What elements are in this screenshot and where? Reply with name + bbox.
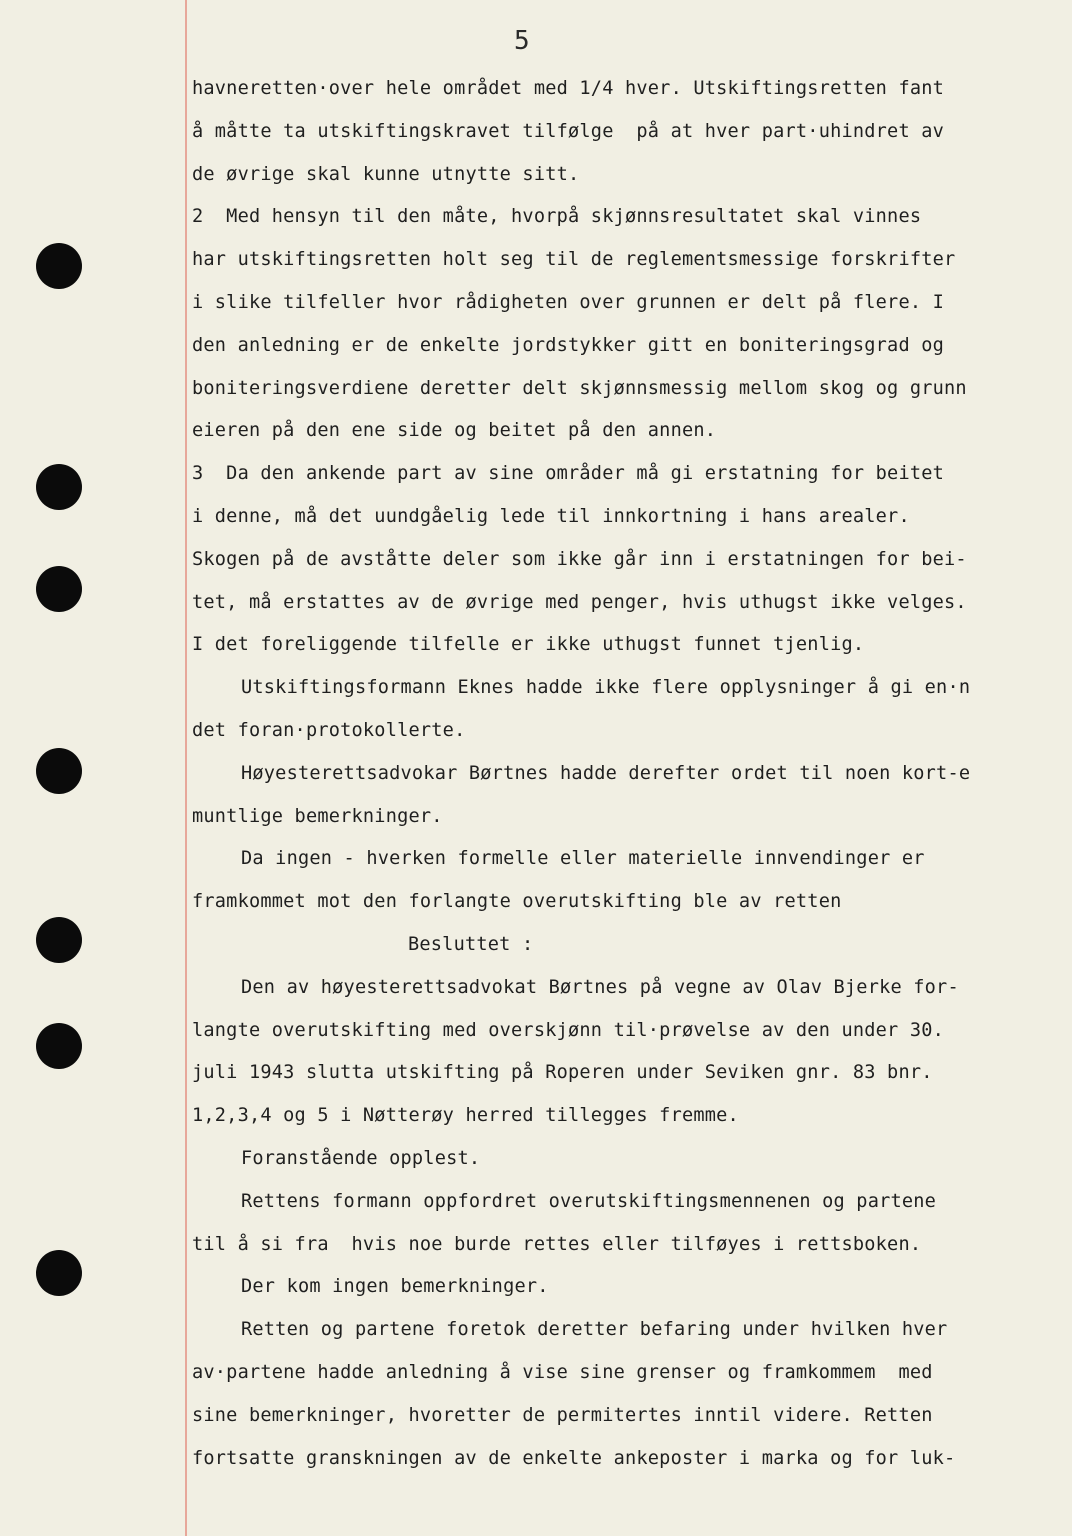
text-line: framkommet mot den forlangte overutskifting ble av retten — [192, 891, 842, 913]
text-line: å måtte ta utskiftingskravet tilfølge på at hver part·uhindret av — [192, 120, 945, 142]
text-line: Retten og partene foretok deretter befaring under hvilken hver — [241, 1319, 948, 1341]
text-line: i slike tilfeller hvor rådigheten over grunnen er delt på flere. I — [192, 291, 945, 313]
text-line: 2 Med hensyn til den måte, hvorpå skjønnsresultatet skal vinnes — [192, 206, 922, 228]
text-line: fortsatte granskningen av de enkelte ankeposter i marka og for luk- — [192, 1447, 956, 1469]
text-line: 3 Da den ankende part av sine områder må gi erstatning for beitet — [192, 463, 945, 485]
text-line: eieren på den ene side og beitet på den annen. — [192, 420, 717, 442]
typed-text — [192, 68, 1062, 1480]
text-line: Utskiftingsformann Eknes hadde ikke flere opplysninger å gi en·n — [241, 677, 971, 699]
text-line: Rettens formann oppfordret overutskiftingsmennenen og partene — [241, 1190, 937, 1212]
text-line: juli 1943 slutta utskifting på Roperen under Seviken gnr. 83 bnr. — [192, 1062, 933, 1084]
binder-hole-3 — [36, 566, 82, 612]
text-line: sine bemerkninger, hvoretter de permitertes inntil videre. Retten — [192, 1404, 933, 1426]
text-line: muntlige bemerkninger. — [192, 805, 443, 827]
text-line: langte overutskifting med overskjønn til·prøvelse av den under 30. — [192, 1019, 945, 1041]
text-line: i denne, må det uundgåelig lede til innkortning i hans arealer. — [192, 505, 910, 527]
text-line: havneretten·over hele området med 1/4 hver. Utskiftingsretten fant — [192, 78, 945, 99]
text-line: har utskiftingsretten holt seg til de reglementsmessige forskrifter — [192, 249, 956, 271]
text-line: den anledning er de enkelte jordstykker gitt en boniteringsgrad og — [192, 334, 945, 356]
page-number: 5 — [514, 26, 530, 56]
text-line: boniteringsverdiene deretter delt skjønnsmessig mellom skog og grunn — [192, 377, 967, 399]
text-line: 1,2,3,4 og 5 i Nøtterøy herred tillegges fremme. — [192, 1105, 739, 1127]
binder-hole-7 — [36, 1250, 82, 1296]
text-line: I det foreliggende tilfelle er ikke uthugst funnet tjenlig. — [192, 634, 865, 656]
text-line: av·partene hadde anledning å vise sine grenser og framkommem med — [192, 1361, 933, 1383]
section-heading: Besluttet : — [408, 933, 534, 955]
text-line: Den av høyesterettsadvokat Børtnes på vegne av Olav Bjerke for- — [241, 976, 959, 998]
text-line: Der kom ingen bemerkninger. — [241, 1276, 549, 1298]
text-line: det foran·protokollerte. — [192, 719, 466, 741]
binder-hole-4 — [36, 748, 82, 794]
text-line: tet, må erstattes av de øvrige med penger, hvis uthugst ikke velges. — [192, 591, 967, 613]
text-line: Skogen på de avståtte deler som ikke går inn i erstatningen for bei- — [192, 548, 967, 570]
binder-hole-5 — [36, 917, 82, 963]
text-line: Høyesterettsadvokar Børtnes hadde derefter ordet til noen kort-e — [241, 762, 971, 784]
margin-rule — [185, 0, 187, 1536]
text-line: Foranstående opplest. — [241, 1147, 481, 1169]
text-line: de øvrige skal kunne utnytte sitt. — [192, 163, 580, 185]
binder-hole-2 — [36, 464, 82, 510]
text-line: til å si fra hvis noe burde rettes eller tilføyes i rettsboken. — [192, 1233, 922, 1255]
binder-hole-1 — [36, 243, 82, 289]
binder-hole-6 — [36, 1023, 82, 1069]
text-line: Da ingen - hverken formelle eller materielle innvendinger er — [241, 848, 925, 870]
